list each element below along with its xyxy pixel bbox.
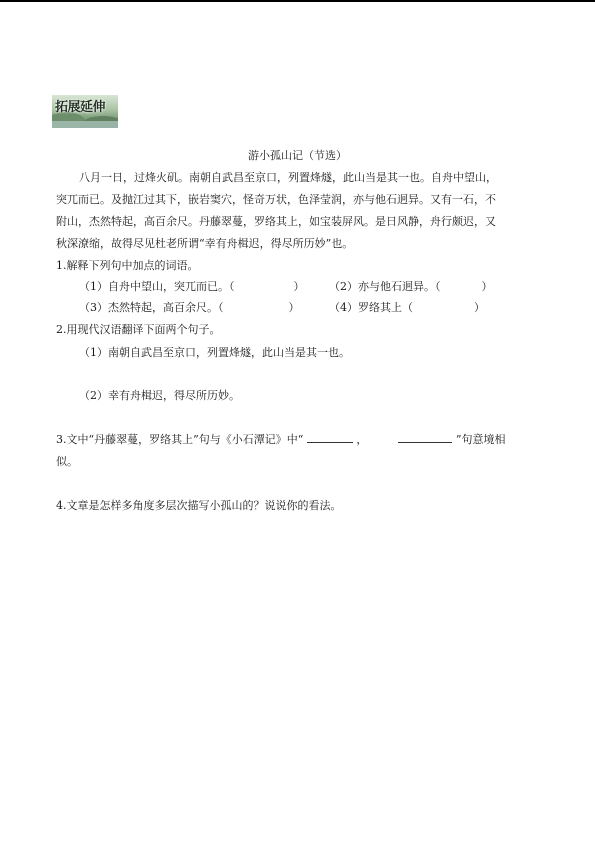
passage-line: 秋深潦缩，故得尽见杜老所谓“幸有舟楫迟，得尽所历妙”也。 [56, 237, 354, 250]
q1-item-text: （1）自舟中望山，突兀而已。（ [79, 280, 235, 293]
passage-line: 附山，杰然特起，高百余尺。丹藤翠蔓，罗络其上，如宝装屏风。是日风静，舟行颇迟，又 [56, 215, 496, 228]
q1-item-text: （2）亦与他石迥异。（ [329, 280, 441, 293]
passage-title: 游小孤山记（节选） [248, 149, 347, 162]
q1-item-text: （3）杰然特起，高百余尺。（ [79, 301, 224, 314]
q1-item-close: ） [474, 301, 485, 314]
question-4-prompt: 4.文章是怎样多角度多层次描写小孤山的？说说你的看法。 [56, 499, 342, 512]
banner-label: 拓展延伸 [55, 100, 106, 115]
question-1-prompt: 1.解释下列句中加点的词语。 [56, 259, 199, 272]
q3-text-part1: 3.文中“丹藤翠蔓，罗络其上”句与《小石潭记》中“ [56, 433, 304, 446]
q1-item-close: ） [288, 301, 300, 314]
extension-banner-image [52, 95, 118, 128]
q2-item-2: （2）幸有舟楫迟，得尽所历妙。 [79, 389, 240, 402]
question-2-prompt: 2.用现代汉语翻译下面两个句子。 [56, 323, 221, 336]
question-3-line-1 [56, 431, 506, 447]
q2-item-1: （1）南朝自武昌至京口，列置烽燧，此山当是其一也。 [79, 346, 350, 359]
q1-item-close: ） [293, 280, 305, 293]
answer-blank[interactable] [307, 433, 353, 443]
q3-comma: ， [356, 433, 368, 446]
q1-item-3 [79, 299, 300, 315]
q1-item-text: （4）罗络其上（ [329, 301, 413, 314]
passage-line: 突兀而已。及抛江过其下，嵌岩窦穴，怪奇万状，色泽莹润，亦与他石迥异。又有一石，不 [56, 193, 496, 206]
passage-line: 八月一日，过烽火矶。南朝自武昌至京口，列置烽燧，此山当是其一也。自舟中望山， [79, 171, 497, 184]
top-rule [0, 0, 595, 2]
q3-text-part2: ”句意境相 [455, 433, 506, 446]
q1-item-4 [329, 299, 485, 315]
q1-item-close: ） [481, 280, 493, 293]
banner-water [52, 121, 118, 128]
q1-item-2 [329, 278, 493, 294]
question-3-line-2: 似。 [56, 455, 78, 468]
q1-item-1 [79, 278, 305, 294]
answer-blank[interactable] [398, 433, 452, 443]
